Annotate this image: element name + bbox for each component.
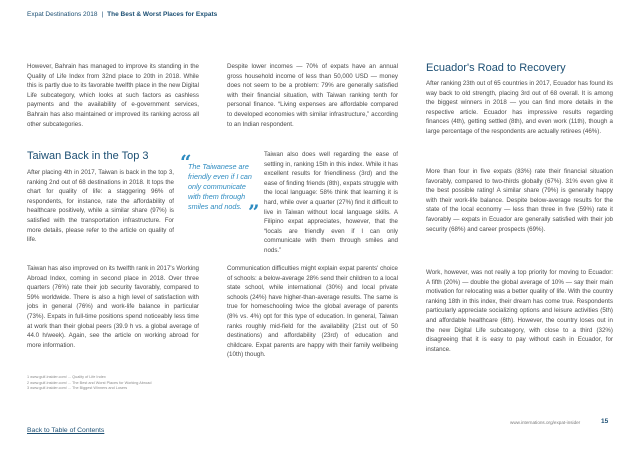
ecuador-heading: Ecuador's Road to Recovery xyxy=(426,62,566,74)
quote-text: The Taiwanese are friendly even if I can only communicate with them through smiles and nods. xyxy=(188,162,252,211)
quote-open-mark: “ xyxy=(180,150,192,174)
taiwan-paragraph-1: After placing 4th in 2017, Taiwan is back in the top 3, ranking 2nd out of 68 destinations in 2018. It tops the chart for quality of life: a staggering 96% of respondents, for instance, rate the affordability of healthcare positively, while a similar share (97%) is satisfied with the transportation infrastructure. For more details, please refer to the article on quality of life. xyxy=(27,169,174,244)
footnote-3: 3 www.gulf-insider.com/ ... The Biggest Winners and Losers xyxy=(27,386,128,391)
page-header xyxy=(27,11,217,18)
back-to-contents-link[interactable]: Back to Table of Contents xyxy=(27,427,105,434)
footer-url[interactable]: www.internations.org/expat-insider xyxy=(510,420,581,425)
footnote-1: 1 www.gulf-insider.com/ ... Quality of Life Index xyxy=(27,375,106,379)
taiwan-paragraph-2: Taiwan has also improved on its twelfth rank in 2017's Working Abroad Index, coming in second place in 2018. Over three quarters (76%) rate their job security favorably, compared to 59% worldwide. There is also a high level of satisfaction with jobs in general (76%) and work-life balance in particular (73%). Expats in full-time positions spend noticeably less time at work than their global peers (39.9 h vs. a global average of 44.0 h/week). Again, see the article on working abroad for more information. xyxy=(27,265,199,349)
header-subtitle: The Best & Worst Places for Expats xyxy=(107,11,218,18)
quote-close-mark: ” xyxy=(248,200,260,224)
page-number: 15 xyxy=(601,418,609,425)
header-separator: | xyxy=(101,11,104,18)
col3-paragraph-2: More than four in five expats (83%) rate their financial situation favorably, compared to two-thirds globally (67%). 31% even give it the best possible rating! A similar share (79%) is generally happy with their work-life balance. Despite below-average results for the state of the local economy — less than three in five (59%) rate it favorably — expats in Ecuador are generally satisfied with their job security (68%) and career prospects (69%). xyxy=(426,168,613,233)
footnote-2: 2 www.gulf-insider.com/ ... The Best and Worst Places for Working Abroad xyxy=(27,380,152,385)
col2-paragraph-1: Despite lower incomes — 70% of expats have an annual gross household income of less than 50,000 USD — money does not seem to be a problem: 79% are generally satisfied with their financial situation, with Taiwan ranking tenth for personal finance. “Living expenses are affordable compared to developed economies with similar infrastructure,” according to an Indian respondent. xyxy=(227,63,398,128)
col2-paragraph-3: Communication difficulties might explain expat parents' choice of schools: a below-average 28% send their children to a local state school, while international (30%) and local private schools (24%) have higher-than-average results. The same is true for homeschooling twice the global average of parents (8% vs. 4%) opt for this type of education. In general, Taiwan ranks roughly mid-field for the availability (21st out of 50 destinations) and affordability (23rd) of education and childcare. Expat parents are happy with their family wellbeing (10th) though. xyxy=(227,265,398,359)
footnotes xyxy=(27,375,199,392)
col2-paragraph-2: Taiwan also does well regarding the ease of settling in, ranking 15th in this index. While it has excellent results for friendliness (3rd) and the ease of finding friends (8th), expats struggle with the local language: 58% think that learning it is hard, while over a quarter (27%) find it difficult to live in Taiwan without local language skills. A Filipino expat appreciates, however, that the “locals are friendly even if I can only communicate with them through smiles and nods.” xyxy=(264,151,398,254)
col1-intro: However, Bahrain has managed to improve its standing in the Quality of Life Index from 32nd place to 20th in 2018. While this is partly due to its favorable twelfth place in the new Digital Life subcategory, which looks at such factors as cashless payments and the availability of e-government services, Bahrain has also maintained or improved its ranking across all other subcategories. xyxy=(27,63,199,128)
taiwan-heading: Taiwan Back in the Top 3 xyxy=(27,150,149,162)
header-title: Expat Destinations 2018 xyxy=(27,11,98,18)
pull-quote xyxy=(178,150,264,241)
col3-paragraph-1: After ranking 23th out of 65 countries in 2017, Ecuador has found its way back to old strength, placing 3rd out of 68 overall. It is among the biggest winners in 2018 — you can find more details in the respective article. Ecuador has impressive results regarding finances (4th), getting settled (8th), and even work (11th), though a large percentage of the respondents are actually retirees (46%). xyxy=(426,80,613,135)
col3-paragraph-3: Work, however, was not really a top priority for moving to Ecuador: A fifth (20%) — double the global average of 10% — say their main motivation for relocating was a better quality of life. With the country ranking 18th in this index, their dream has come true. Respondents particularly appreciate socializing options and leisure activities (5th) and affordable healthcare (6th). However, the country loses out in the new Digital Life subcategory, with close to a third (32%) disagreeing that it is easy to pay without cash in Ecuador, for instance. xyxy=(426,269,613,353)
